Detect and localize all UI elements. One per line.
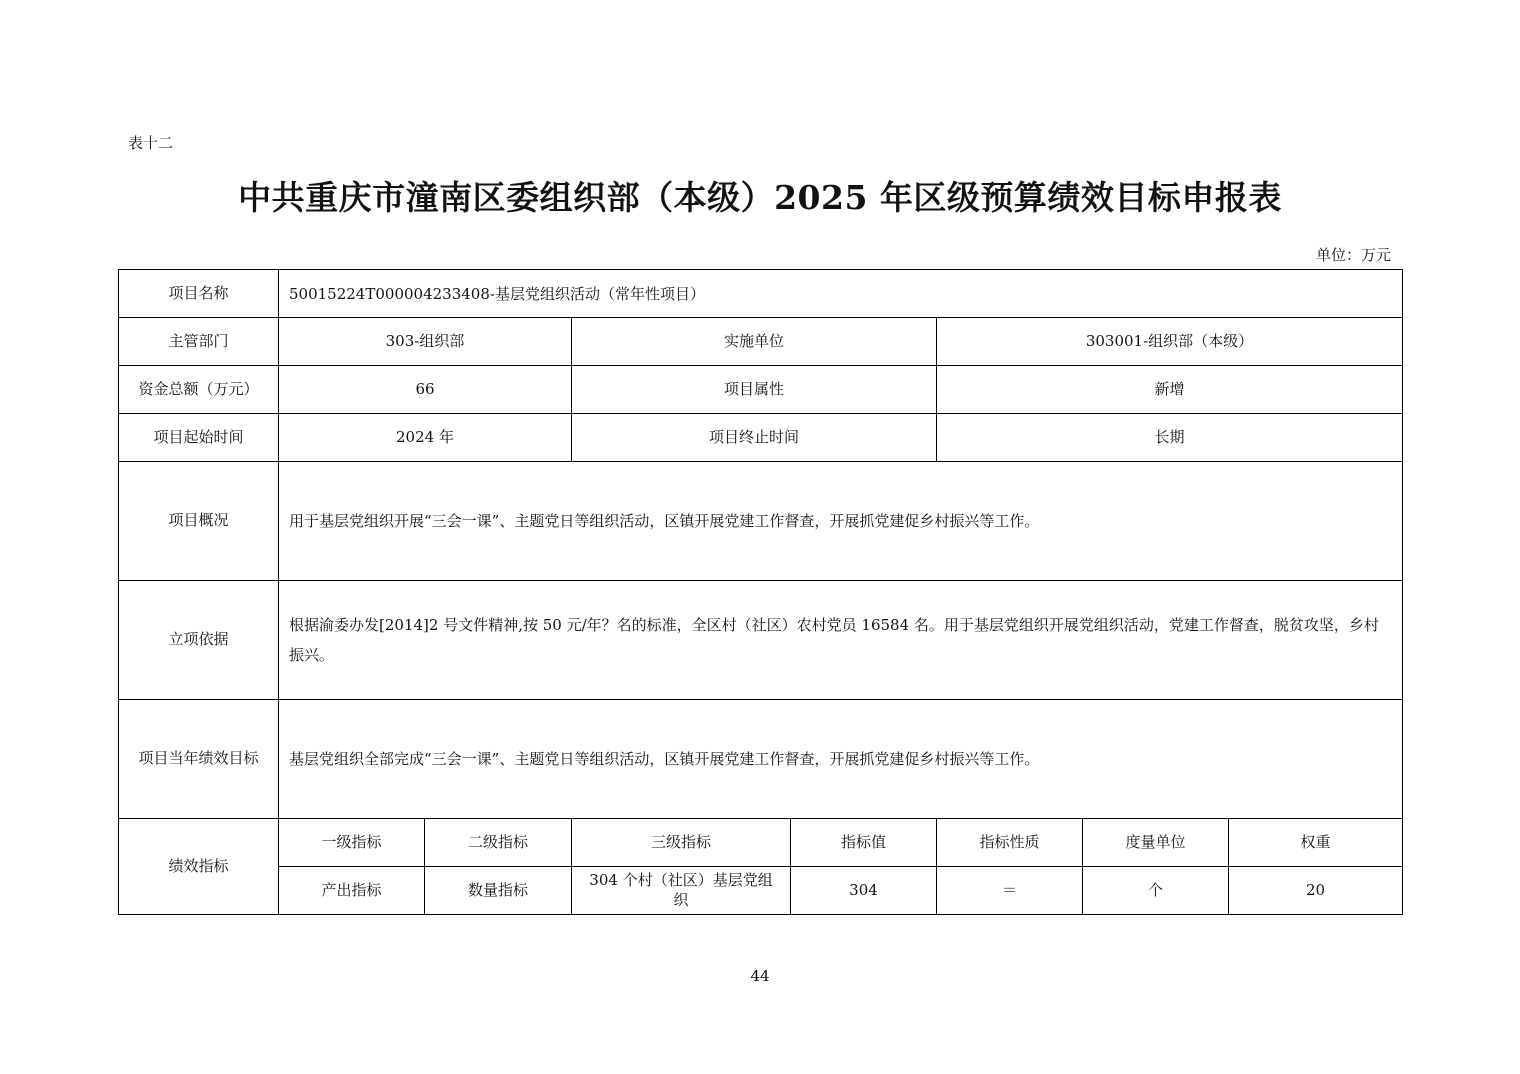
row-indicator-headers	[119, 819, 1403, 867]
implementing-unit-label: 实施单位	[572, 318, 937, 366]
row-annual-goal	[119, 700, 1403, 819]
indicator-value: 304	[791, 867, 937, 915]
indicator-header-level2: 二级指标	[425, 819, 572, 867]
end-time-label: 项目终止时间	[572, 414, 937, 462]
indicator-header-level3: 三级指标	[572, 819, 791, 867]
row-timeline	[119, 414, 1403, 462]
basis-value: 根据渝委办发[2014]2 号文件精神,按 50 元/年？名的标准，全区村（社区）农村党员 16584 名。用于基层党组织开展党组织活动，党建工作督查，脱贫攻坚，乡村振兴。	[279, 581, 1403, 700]
indicator-level1: 产出指标	[279, 867, 425, 915]
indicator-header-value: 指标值	[791, 819, 937, 867]
row-funding	[119, 366, 1403, 414]
overview-label: 项目概况	[119, 462, 279, 581]
project-attribute-value: 新增	[937, 366, 1403, 414]
basis-label: 立项依据	[119, 581, 279, 700]
row-project-name	[119, 270, 1403, 318]
row-department	[119, 318, 1403, 366]
indicator-level3: 304 个村（社区）基层党组织	[572, 867, 791, 915]
department-value: 303-组织部	[279, 318, 572, 366]
department-label: 主管部门	[119, 318, 279, 366]
funding-label: 资金总额（万元）	[119, 366, 279, 414]
annual-goal-label: 项目当年绩效目标	[119, 700, 279, 819]
project-name-label: 项目名称	[119, 270, 279, 318]
annual-goal-value: 基层党组织全部完成“三会一课”、主题党日等组织活动，区镇开展党建工作督查，开展抓党建促乡村振兴等工作。	[279, 700, 1403, 819]
indicator-nature: ＝	[937, 867, 1083, 915]
project-attribute-label: 项目属性	[572, 366, 937, 414]
overview-value: 用于基层党组织开展“三会一课”、主题党日等组织活动，区镇开展党建工作督查，开展抓党建促乡村振兴等工作。	[279, 462, 1403, 581]
end-time-value: 长期	[937, 414, 1403, 462]
indicator-header-level1: 一级指标	[279, 819, 425, 867]
performance-target-table	[118, 269, 1403, 915]
indicator-level2: 数量指标	[425, 867, 572, 915]
page-number: 44	[750, 967, 770, 985]
table-row	[119, 867, 1403, 915]
unit-label: 单位：万元	[1315, 246, 1391, 264]
table-label: 表十二	[128, 134, 174, 152]
indicator-weight: 20	[1229, 867, 1403, 915]
implementing-unit-value: 303001-组织部（本级）	[937, 318, 1403, 366]
project-name-value: 50015224T000004233408-基层党组织活动（常年性项目）	[279, 270, 1403, 318]
indicator-unit: 个	[1083, 867, 1229, 915]
indicator-header-weight: 权重	[1229, 819, 1403, 867]
indicator-header-nature: 指标性质	[937, 819, 1083, 867]
indicators-label: 绩效指标	[119, 819, 279, 915]
start-time-label: 项目起始时间	[119, 414, 279, 462]
row-overview	[119, 462, 1403, 581]
indicator-header-unit: 度量单位	[1083, 819, 1229, 867]
start-time-value: 2024 年	[279, 414, 572, 462]
page-title: 中共重庆市潼南区委组织部（本级）2025 年区级预算绩效目标申报表	[238, 178, 1282, 217]
funding-value: 66	[279, 366, 572, 414]
row-basis	[119, 581, 1403, 700]
